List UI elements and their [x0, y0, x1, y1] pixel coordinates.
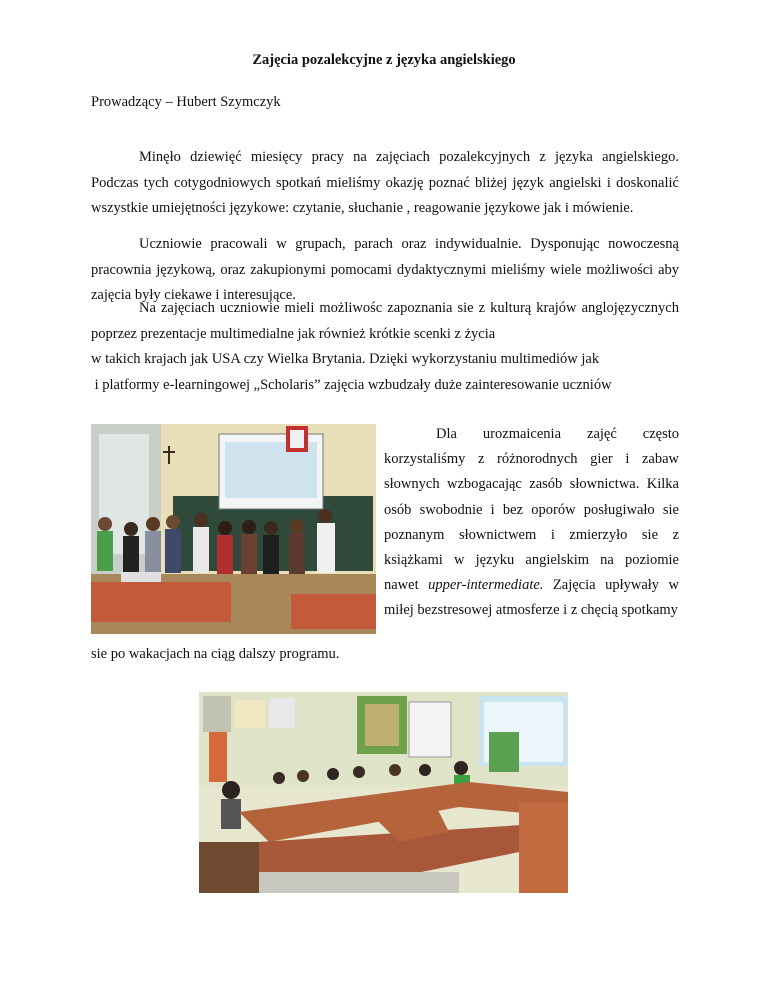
- paragraph-3: [91, 296, 679, 398]
- classroom-photo: [199, 692, 568, 893]
- teacher-line: Prowadzący – Hubert Szymczyk: [91, 94, 281, 110]
- document-title: Zajęcia pozalekcyjne z języka angielskiego: [252, 52, 516, 68]
- tail-text: sie po wakacjach na ciąg dalszy programu.: [91, 646, 340, 662]
- paragraph-2: Uczniowie pracowali w grupach, parach oraz indywidualnie. Dysponując nowoczesną pracownia językową, oraz zakupionymi pomocami dydaktycznymi mieliśmy wiele możliwości aby zajęcia były ciekawe i interesujące.: [91, 236, 679, 303]
- paragraph-3-line-1: Na zajęciach uczniowie mieli możliwośc zapoznania sie z kulturą krajów anglojęzycznych poprzez prezentacje multimedialne jak również krótkie scenki z życia: [91, 300, 679, 342]
- side-text-italic: upper-intermediate.: [428, 577, 544, 594]
- students-presentation-photo: [91, 424, 376, 634]
- paragraph-3-line-3: i platformy e-learningowej „Scholaris” zajęcia wzbudzały duże zainteresowanie uczniów: [91, 376, 612, 393]
- side-text-main: Dla urozmaicenia zajęć często korzystaliśmy z różnorodnych gier i zabaw słownych wzbogacając zasób słownictwa. Kilka osób swobodnie i bez oporów posługiwało sie poznanym słownictwem i zmierzyło sie z książkami w języku angielskim na poziomie nawet: [384, 426, 679, 594]
- paragraph-3-line-2: w takich krajach jak USA czy Wielka Brytania. Dzięki wykorzystaniu multimediów jak: [91, 351, 600, 367]
- side-text-end: Zajęcia upływały w miłej bezstresowej atmosferze i z chęcią spotkamy: [384, 577, 679, 619]
- paragraph-1: Minęło dziewięć miesięcy pracy na zajęciach pozalekcyjnych z języka angielskiego. Podczas tych cotygodniowych spotkań mieliśmy okazję poznać bliżej język angielski i doskonalić wszystkie umiejętności językowe: czytanie, słuchanie , reagowanie językowe jak i mówienie.: [91, 149, 679, 216]
- side-paragraph: [384, 422, 679, 624]
